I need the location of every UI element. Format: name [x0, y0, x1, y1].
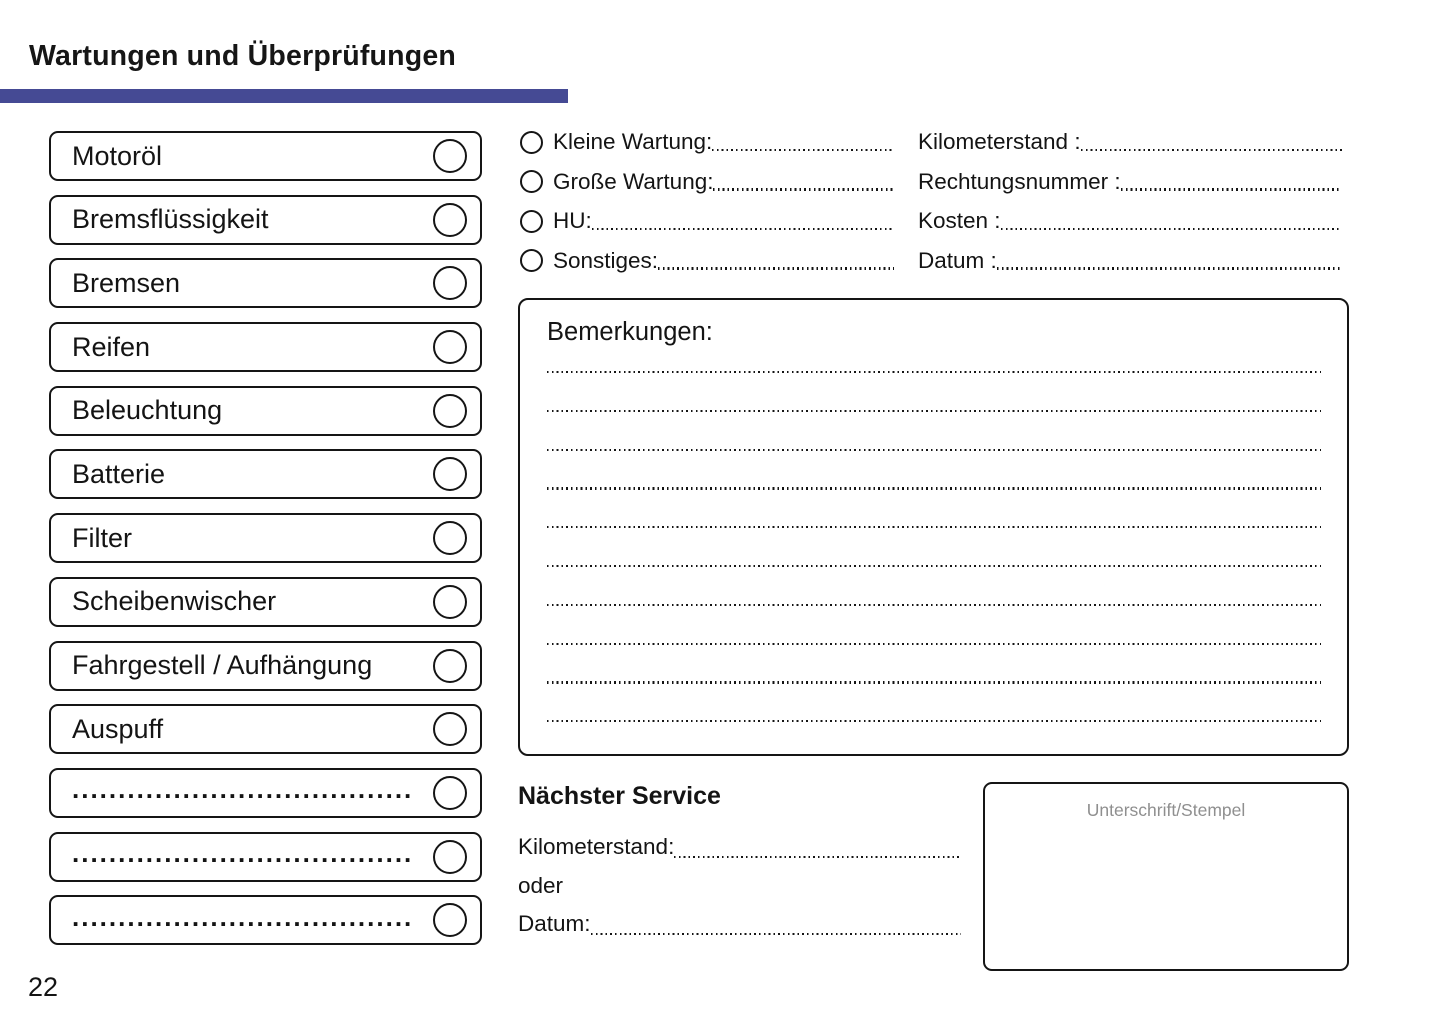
field-label: Datum :: [918, 247, 997, 273]
checklist-item-beleuchtung: [49, 386, 482, 436]
checklist-item-label: Beleuchtung: [72, 395, 223, 426]
radio-circle[interactable]: [520, 210, 543, 233]
remarks-line: [547, 720, 1321, 722]
checklist-item-label: Scheibenwischer: [72, 586, 277, 617]
check-circle[interactable]: [433, 266, 467, 300]
remarks-line: [547, 526, 1321, 528]
remarks-line: [547, 681, 1321, 683]
remarks-line: [547, 604, 1321, 606]
checklist-item-batterie: [49, 449, 482, 499]
checklist-item-scheibenwischer: [49, 577, 482, 627]
checklist-item-motoroel: [49, 131, 482, 181]
option-label: HU:: [553, 208, 592, 233]
field-label: oder: [518, 872, 564, 898]
checklist-item-bremsfluessigkeit: [49, 195, 482, 245]
checklist-item-label: .....................................: [72, 774, 414, 805]
check-circle[interactable]: [433, 585, 467, 619]
option-label: Sonstiges:: [553, 247, 659, 273]
radio-circle[interactable]: [520, 249, 543, 272]
field-label: Datum:: [518, 911, 591, 936]
remarks-line: [547, 565, 1321, 567]
checklist-item-label: Motoröl: [72, 140, 163, 171]
checklist-item-label: .....................................: [72, 838, 414, 869]
service-meta-fields: [918, 130, 1342, 288]
signature-label: Unterschrift/Stempel: [1086, 800, 1246, 820]
fill-in-line: [658, 267, 894, 269]
inspection-checklist: [49, 131, 482, 945]
title-accent-bar: [0, 89, 568, 103]
next-service-title: Nächster Service: [518, 782, 721, 810]
option-kleine-wartung: [520, 130, 894, 154]
check-circle[interactable]: [433, 521, 467, 555]
check-circle[interactable]: [433, 394, 467, 428]
signature-stamp-box: [983, 782, 1349, 971]
fill-in-line: [1121, 188, 1342, 190]
field-label: Rechtungsnummer :: [918, 168, 1121, 194]
field-datum: [918, 249, 1342, 273]
check-circle[interactable]: [433, 776, 467, 810]
checklist-item-blank-3: [49, 895, 482, 945]
checklist-item-label: Batterie: [72, 458, 166, 489]
checklist-item-fahrgestell: [49, 641, 482, 691]
service-type-options: [520, 130, 894, 288]
next-service-km-row: [518, 833, 961, 861]
fill-in-line: [674, 856, 961, 858]
remarks-line: [547, 410, 1321, 412]
check-circle[interactable]: [433, 903, 467, 937]
option-label: Große Wartung:: [553, 168, 714, 194]
checklist-item-filter: [49, 513, 482, 563]
field-rechtungsnummer: [918, 170, 1342, 194]
check-circle[interactable]: [433, 457, 467, 491]
checklist-item-blank-2: [49, 832, 482, 882]
page-number: 22: [28, 972, 59, 1002]
checklist-item-label: Bremsen: [72, 267, 181, 298]
check-circle[interactable]: [433, 203, 467, 237]
next-service-date-row: [518, 910, 961, 938]
next-service-or-row: [518, 872, 961, 900]
fill-in-line: [591, 933, 961, 935]
checklist-item-label: .....................................: [72, 901, 414, 932]
check-circle[interactable]: [433, 330, 467, 364]
option-label: Kleine Wartung:: [553, 129, 713, 154]
radio-circle[interactable]: [520, 170, 543, 193]
field-kosten: [918, 209, 1342, 233]
radio-circle[interactable]: [520, 131, 543, 154]
fill-in-line: [997, 267, 1342, 269]
checklist-item-label: Fahrgestell / Aufhängung: [72, 650, 373, 680]
check-circle[interactable]: [433, 139, 467, 173]
checklist-item-label: Auspuff: [72, 713, 164, 744]
checklist-item-bremsen: [49, 258, 482, 308]
fill-in-line: [1001, 228, 1342, 230]
remarks-title: Bemerkungen:: [547, 318, 713, 346]
field-label: Kilometerstand:: [518, 834, 675, 859]
checklist-item-reifen: [49, 322, 482, 372]
checklist-item-blank-1: [49, 768, 482, 818]
check-circle[interactable]: [433, 649, 467, 683]
remarks-box: [518, 298, 1349, 756]
field-label: Kilometerstand :: [918, 129, 1081, 154]
fill-in-line: [1081, 149, 1342, 151]
option-grosse-wartung: [520, 170, 894, 194]
checklist-item-label: Filter: [72, 522, 132, 553]
remarks-line: [547, 487, 1321, 489]
field-label: Kosten :: [918, 208, 1001, 233]
checklist-item-auspuff: [49, 704, 482, 754]
remarks-line: [547, 371, 1321, 373]
page-title: Wartungen und Überprüfungen: [29, 40, 457, 72]
fill-in-line: [712, 149, 894, 151]
fill-in-line: [592, 228, 894, 230]
option-hu: [520, 209, 894, 233]
remarks-line: [547, 643, 1321, 645]
remarks-writing-lines: [547, 371, 1321, 759]
check-circle[interactable]: [433, 840, 467, 874]
check-circle[interactable]: [433, 712, 467, 746]
checklist-item-label: Bremsflüssigkeit: [72, 204, 269, 235]
option-sonstiges: [520, 249, 894, 273]
fill-in-line: [713, 188, 894, 190]
field-kilometerstand: [918, 130, 1342, 154]
checklist-item-label: Reifen: [72, 331, 151, 362]
remarks-line: [547, 449, 1321, 451]
next-service-section: [518, 782, 961, 949]
